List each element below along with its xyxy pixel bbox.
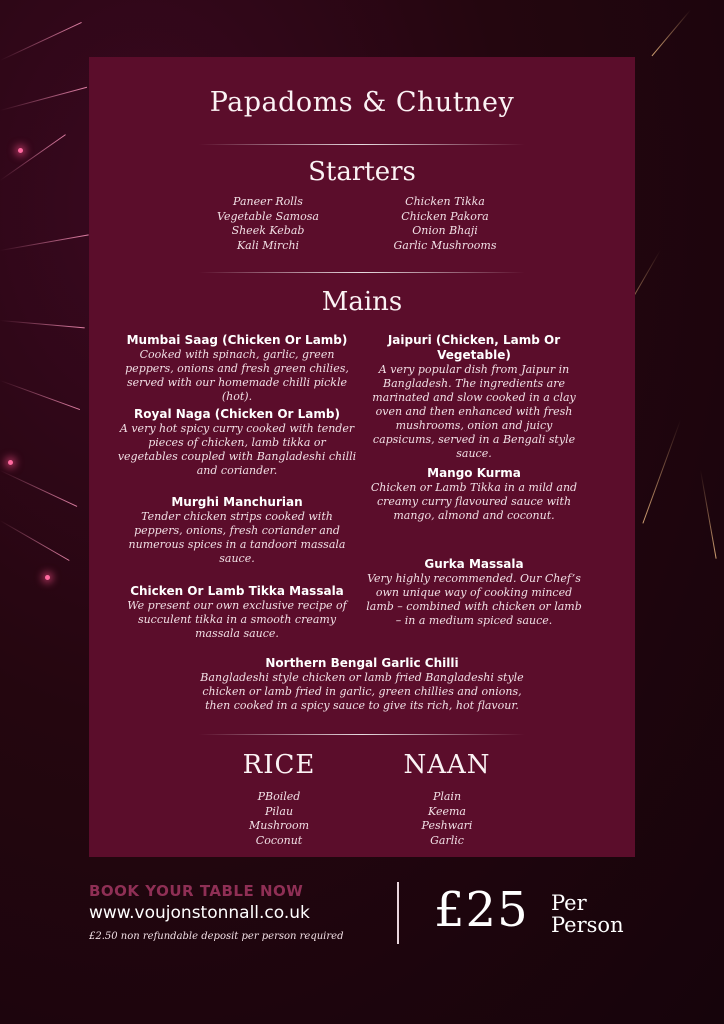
naan-list <box>377 790 517 848</box>
dish-name: Murghi Manchurian <box>171 495 303 509</box>
dish-description: Chicken or Lamb Tikka in a mild and creamy curry flavoured sauce with mango, almond and coconut. <box>370 481 578 522</box>
list-item: Peshwari <box>421 819 473 832</box>
dish-item <box>364 466 584 523</box>
book-table-cta[interactable]: BOOK YOUR TABLE NOW <box>89 882 304 900</box>
starters-heading: Starters <box>308 157 416 187</box>
dish-name: Royal Naga (Chicken Or Lamb) <box>134 407 340 421</box>
list-item: Coconut <box>255 833 303 847</box>
dish-description: Tender chicken strips cooked with peppers, onions, fresh coriander and numerous spices in a tandoori massala sauce. <box>128 510 346 565</box>
list-item: Chicken Pakora <box>401 209 489 223</box>
list-item: PBoiled <box>257 790 301 803</box>
list-item: Garlic <box>430 833 464 847</box>
menu-panel <box>89 57 635 857</box>
divider-rule <box>199 144 525 145</box>
list-item: Sheek Kebab <box>231 224 305 237</box>
dish-description: A very popular dish from Jaipur in Bangladesh. The ingredients are marinated and slow cooked in a clay oven and then enhanced with fresh mushrooms, onion and juicy capsicums, served in a Bengali style sauce. <box>372 363 576 460</box>
list-item: Paneer Rolls <box>233 195 303 208</box>
divider-rule <box>199 734 525 735</box>
starters-left-list <box>188 195 348 253</box>
dish-name: Chicken Or Lamb Tikka Massala <box>130 584 344 598</box>
rice-list <box>209 790 349 848</box>
dish-description: A very hot spicy curry cooked with tender pieces of chicken, lamb tikka or vegetables coupled with Bangladeshi chilli and coriander. <box>117 422 357 477</box>
list-item: Plain <box>432 790 462 803</box>
list-item: Chicken Tikka <box>405 195 485 208</box>
list-item: Keema <box>428 804 466 818</box>
dish-description: Cooked with spinach, garlic, green peppers, onions and fresh green chilies, served with our homemade chilli pickle (hot). <box>125 348 349 403</box>
dish-name: Northern Bengal Garlic Chilli <box>265 656 459 670</box>
dish-item <box>117 584 357 641</box>
dish-item <box>117 407 357 478</box>
page-title: Papadoms & Chutney <box>209 87 515 118</box>
dish-item <box>117 333 357 404</box>
list-item: Kali Mirchi <box>236 238 300 252</box>
dish-item <box>192 656 532 713</box>
naan-heading: NAAN <box>403 750 491 780</box>
rice-heading: RICE <box>242 750 316 780</box>
list-item: Vegetable Samosa <box>217 209 319 223</box>
per-person-label: Per Person <box>551 891 624 937</box>
list-item: Mushroom <box>248 819 309 832</box>
dish-item <box>117 495 357 566</box>
dish-description: Bangladeshi style chicken or lamb fried Bangladeshi style chicken or lamb fried in garlic, green chillies and onions, then cooked in a spicy sauce to give its rich, hot flavour. <box>200 671 524 712</box>
website-link[interactable]: www.voujonstonnall.co.uk <box>89 903 310 923</box>
dish-name: Jaipuri (Chicken, Lamb Or Vegetable) <box>387 333 561 362</box>
list-item: Pilau <box>264 804 294 818</box>
dish-item <box>364 333 584 461</box>
dish-description: Very highly recommended. Our Chef’s own unique way of cooking minced lamb – combined with chicken or lamb – in a medium spiced sauce. <box>366 572 582 627</box>
dish-name: Mumbai Saag (Chicken Or Lamb) <box>126 333 348 347</box>
dish-item <box>364 557 584 628</box>
dish-description: We present our own exclusive recipe of succulent tikka in a smooth creamy massala sauce. <box>127 599 347 640</box>
mains-heading: Mains <box>321 287 403 317</box>
starters-right-list <box>365 195 525 253</box>
dish-name: Mango Kurma <box>427 466 521 480</box>
list-item: Garlic Mushrooms <box>393 238 497 252</box>
dish-name: Gurka Massala <box>424 557 524 571</box>
price: £25 <box>434 882 529 938</box>
footer-divider <box>397 882 399 944</box>
list-item: Onion Bhaji <box>412 224 478 237</box>
deposit-note: £2.50 non refundable deposit per person required <box>89 931 344 942</box>
divider-rule <box>199 272 525 273</box>
